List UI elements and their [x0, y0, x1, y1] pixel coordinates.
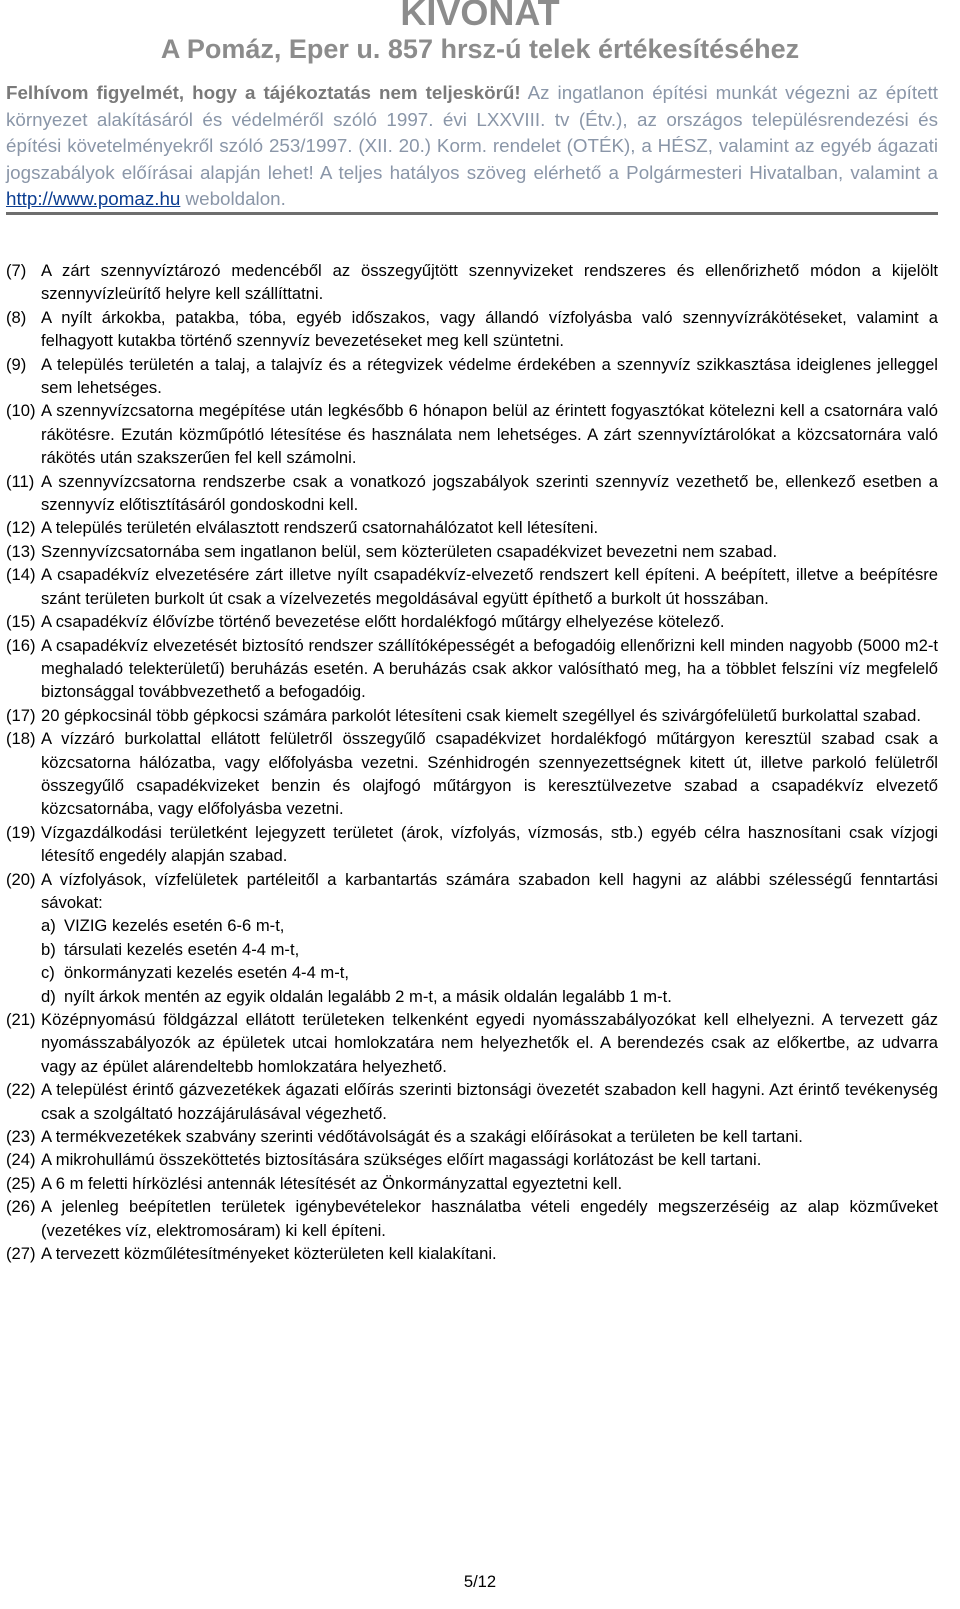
- list-item-text: önkormányzati kezelés esetén 4-4 m-t,: [64, 963, 349, 983]
- paragraph-number: (27): [6, 1244, 36, 1264]
- paragraph-number: (13): [6, 541, 36, 561]
- paragraph-text: 20 gépkocsinál több gépkocsi számára parkolót létesíteni csak kiemelt szegéllyel és szivárgófelületű burkolattal szabad.: [41, 705, 921, 725]
- disclaimer-notice: [6, 80, 938, 213]
- paragraph-number: (17): [6, 705, 36, 725]
- list-item-letter: a): [41, 916, 56, 936]
- paragraph-text: A vízzáró burkolattal ellátott felületről összegyűlő csapadékvizet hordalékfogó műtárgyon keresztül szabad csak a közcsatorna hálózatba, vagy előfolyásba vezetni. Szénhidrogén szennyezettségnek kitett út, illetve parkoló felületről összegyűlő csapadékvizeket benzin és olajfogó műtárgyon is keresztülvezetve szabad a csapadékvíz elvezető közcsatornába, vagy előfolyásba vezetni.: [41, 729, 938, 819]
- regulation-paragraph: [6, 516, 938, 539]
- paragraph-number: (25): [6, 1173, 36, 1193]
- list-item-text: társulati kezelés esetén 4-4 m-t,: [64, 939, 300, 959]
- list-item-letter: d): [41, 986, 56, 1006]
- paragraph-number: (12): [6, 518, 36, 538]
- header-divider: [6, 212, 938, 215]
- regulation-paragraph: [6, 259, 938, 306]
- regulation-paragraph: [6, 704, 938, 727]
- paragraph-body: [41, 610, 938, 633]
- regulation-paragraph: [6, 1148, 938, 1171]
- paragraph-body: [41, 399, 938, 469]
- paragraph-body: [41, 1242, 938, 1265]
- paragraph-number: (23): [6, 1127, 36, 1147]
- paragraph-number: (24): [6, 1150, 36, 1170]
- disclaimer-lead: Felhívom figyelmét, hogy a tájékoztatás nem teljeskörű!: [6, 82, 521, 103]
- document-title: KIVONAT: [400, 0, 560, 33]
- paragraph-body: [41, 1148, 938, 1171]
- page-number: 5/12: [463, 1572, 497, 1591]
- paragraph-text: A csapadékvíz elvezetésére zárt illetve nyílt csapadékvíz-elvezető rendszert kell építeni. A beépített, illetve a beépítésre szánt területen burkolt út csak a vízelvezetés megoldásával együtt építhető a burkolt út hosszában.: [41, 565, 938, 608]
- paragraph-text: A 6 m feletti hírközlési antennák létesítését az Önkormányzattal egyeztetni kell.: [41, 1173, 623, 1193]
- disclaimer-tail: weboldalon.: [180, 188, 286, 209]
- paragraph-text: A zárt szennyvíztározó medencéből az összegyűjtött szennyvizeket rendszeres és ellenőrizhető módon a kijelölt szennyvízleürítő helyre kell szállíttatni.: [41, 261, 938, 304]
- paragraph-body: [41, 821, 938, 868]
- list-item-text: VIZIG kezelés esetén 6-6 m-t,: [64, 916, 285, 936]
- list-item: [41, 914, 938, 937]
- paragraph-number: (9): [6, 354, 27, 374]
- paragraph-text: Vízgazdálkodási területként lejegyzett területet (árok, vízfolyás, vízmosás, stb.) egyéb célra hasznosítani csak vízjogi létesítő engedély alapján szabad.: [41, 822, 938, 866]
- paragraph-body: [41, 540, 938, 563]
- paragraph-text: Szennyvízcsatornába sem ingatlanon belül, sem közterületen csapadékvizet bevezetni nem szabad.: [41, 541, 778, 561]
- paragraph-body: [41, 727, 938, 821]
- paragraph-body: [41, 1078, 938, 1125]
- paragraph-text: A szennyvízcsatorna megépítése után legkésőbb 6 hónapon belül az érintett fogyasztókat kötelezni kell a csatornára való rákötésre. Ezután közműpótló létesítése és használata nem lehetséges. A zárt szennyvíztárolókat a közcsatornára való rákötés után szakszerűen fel kell számolni.: [41, 401, 938, 468]
- paragraph-number: (20): [6, 869, 36, 889]
- paragraph-text: A települést érintő gázvezetékek ágazati előírás szerinti biztonsági övezetét szabadon kell hagyni. Azt érintő tevékenység csak a szolgáltató hozzájárulásával végezhető.: [41, 1080, 938, 1123]
- regulation-paragraph: [6, 610, 938, 633]
- paragraph-text: A csapadékvíz elvezetését biztosító rendszer szállítóképességét a befogadóig ellenőrizni kell minden nagyobb (5000 m2-t meghaladó telekterületű) beruházás esetén. A beruházás csak akkor valósítható meg, ha a többlet felszíni víz megfelelő biztonsággal továbbvezethető a befogadóig.: [41, 635, 938, 702]
- paragraph-body: [41, 306, 938, 353]
- list-item-text: nyílt árkok mentén az egyik oldalán legalább 2 m-t, a másik oldalán legalább 1 m-t.: [64, 986, 672, 1006]
- paragraph-number: (15): [6, 612, 36, 632]
- document-subtitle: A Pomáz, Eper u. 857 hrsz-ú telek értékesítéséhez: [160, 34, 800, 64]
- regulation-paragraph: [6, 470, 938, 517]
- paragraph-body: [41, 259, 938, 306]
- paragraph-number: (18): [6, 729, 36, 749]
- regulation-paragraph: [6, 540, 938, 563]
- regulation-paragraph: [6, 1195, 938, 1242]
- list-item-letter: b): [41, 939, 56, 959]
- paragraph-number: (16): [6, 635, 36, 655]
- paragraph-body: [41, 353, 938, 400]
- regulation-paragraph: [6, 353, 938, 400]
- paragraph-number: (22): [6, 1080, 36, 1100]
- regulation-paragraph: [6, 1242, 938, 1265]
- list-item-letter: c): [41, 963, 55, 983]
- paragraph-body: [41, 516, 938, 539]
- regulation-paragraph: [6, 727, 938, 821]
- regulation-paragraph: [6, 399, 938, 469]
- paragraph-text: A nyílt árkokba, patakba, tóba, egyéb időszakos, vagy állandó vízfolyásba való szennyvízrákötéseket, valamint a felhagyott kutakba történő szennyvíz bevezetéseket meg kell szüntetni.: [41, 307, 938, 351]
- paragraph-text: A termékvezetékek szabvány szerinti védőtávolságát és a szakági előírásokat a területen be kell tartani.: [41, 1127, 803, 1147]
- paragraph-body: [41, 563, 938, 610]
- paragraph-number: (8): [6, 307, 27, 327]
- paragraph-number: (21): [6, 1010, 36, 1029]
- paragraph-text: Középnyomású földgázzal ellátott területeken telkenként egyedi nyomásszabályozókat kell elhelyezni. A tervezett gáz nyomásszabályozók az épületek utcai homlokzatára nem helyezhetők el. A berendezés csak az előkertbe, az udvarra vagy az épület alárendeltebb homlokzatára helyezhető.: [41, 1010, 938, 1076]
- regulation-paragraph: [6, 634, 938, 704]
- paragraph-text: A mikrohullámú összeköttetés biztosítására szükséges előírt magassági korlátozást be kell tartani.: [41, 1150, 762, 1170]
- paragraph-text: A csapadékvíz élővízbe történő bevezetése előtt hordalékfogó műtárgy elhelyezése kötelező.: [41, 612, 725, 632]
- website-link[interactable]: http://www.pomaz.hu: [6, 188, 181, 209]
- paragraph-text: A település területén elválasztott rendszerű csatornahálózatot kell létesíteni.: [41, 518, 599, 538]
- paragraph-number: (11): [6, 471, 35, 491]
- list-item: [41, 938, 938, 961]
- paragraph-body: [41, 1125, 938, 1148]
- page-header: [0, 0, 960, 66]
- regulation-paragraph: [6, 1125, 938, 1148]
- disclaimer-text: Az ingatlanon építési munkát végezni az épített környezet alakításáról és védelméről szóló 1997. évi LXXVIII. tv (Étv.), az országos településrendezési és építési követelményekről szóló 253/1997. (XII. 20.) Korm. rendelet (OTÉK), a HÉSZ, valamint az egyéb ágazati jogszabályok előírásai alapján lehet! A teljes hatályos szöveg elérhető a Polgármesteri Hivatalban, valamint a: [6, 82, 938, 183]
- regulation-body: [6, 259, 938, 1265]
- paragraph-body: [41, 634, 938, 704]
- regulation-paragraph: [6, 1078, 938, 1125]
- paragraph-number: (10): [6, 401, 36, 421]
- regulation-paragraph: [6, 1172, 938, 1195]
- paragraph-text: A vízfolyások, vízfelületek partéleitől a karbantartás számára szabadon kell hagyni az alábbi szélességű fenntartási sávokat:: [41, 869, 938, 912]
- paragraph-number: (19): [6, 822, 36, 842]
- regulation-paragraph: [6, 306, 938, 353]
- regulation-paragraph: [6, 821, 938, 868]
- paragraph-body: [41, 1172, 938, 1195]
- paragraph-text: A település területén a talaj, a talajvíz és a rétegvizek védelme érdekében a szennyvíz szikkasztása ideiglenes jelleggel sem lehetséges.: [41, 354, 938, 398]
- paragraph-number: (7): [6, 261, 27, 280]
- paragraph-body: [41, 868, 938, 1008]
- paragraph-number: (14): [6, 565, 36, 585]
- paragraph-body: [41, 470, 938, 517]
- list-item: [41, 985, 938, 1008]
- regulation-paragraph: [6, 563, 938, 610]
- paragraph-body: [41, 1195, 938, 1242]
- paragraph-text: A jelenleg beépítetlen területek igénybevételekor használatba vételi engedély megszerzéséig az alap közműveket (vezetékes víz, elektromosáram) ki kell építeni.: [41, 1197, 938, 1240]
- paragraph-number: (26): [6, 1197, 36, 1217]
- regulation-paragraph: [6, 868, 938, 1008]
- paragraph-body: [41, 704, 938, 727]
- list-item: [41, 961, 938, 984]
- regulation-paragraph: [6, 1008, 938, 1078]
- paragraph-body: [41, 1008, 938, 1078]
- paragraph-text: A szennyvízcsatorna rendszerbe csak a vonatkozó jogszabályok szerinti szennyvíz vezethető be, ellenkező esetben a szennyvíz előtisztításáról gondoskodni kell.: [41, 471, 938, 515]
- paragraph-text: A tervezett közműlétesítményeket közterületen kell kialakítani.: [41, 1244, 497, 1264]
